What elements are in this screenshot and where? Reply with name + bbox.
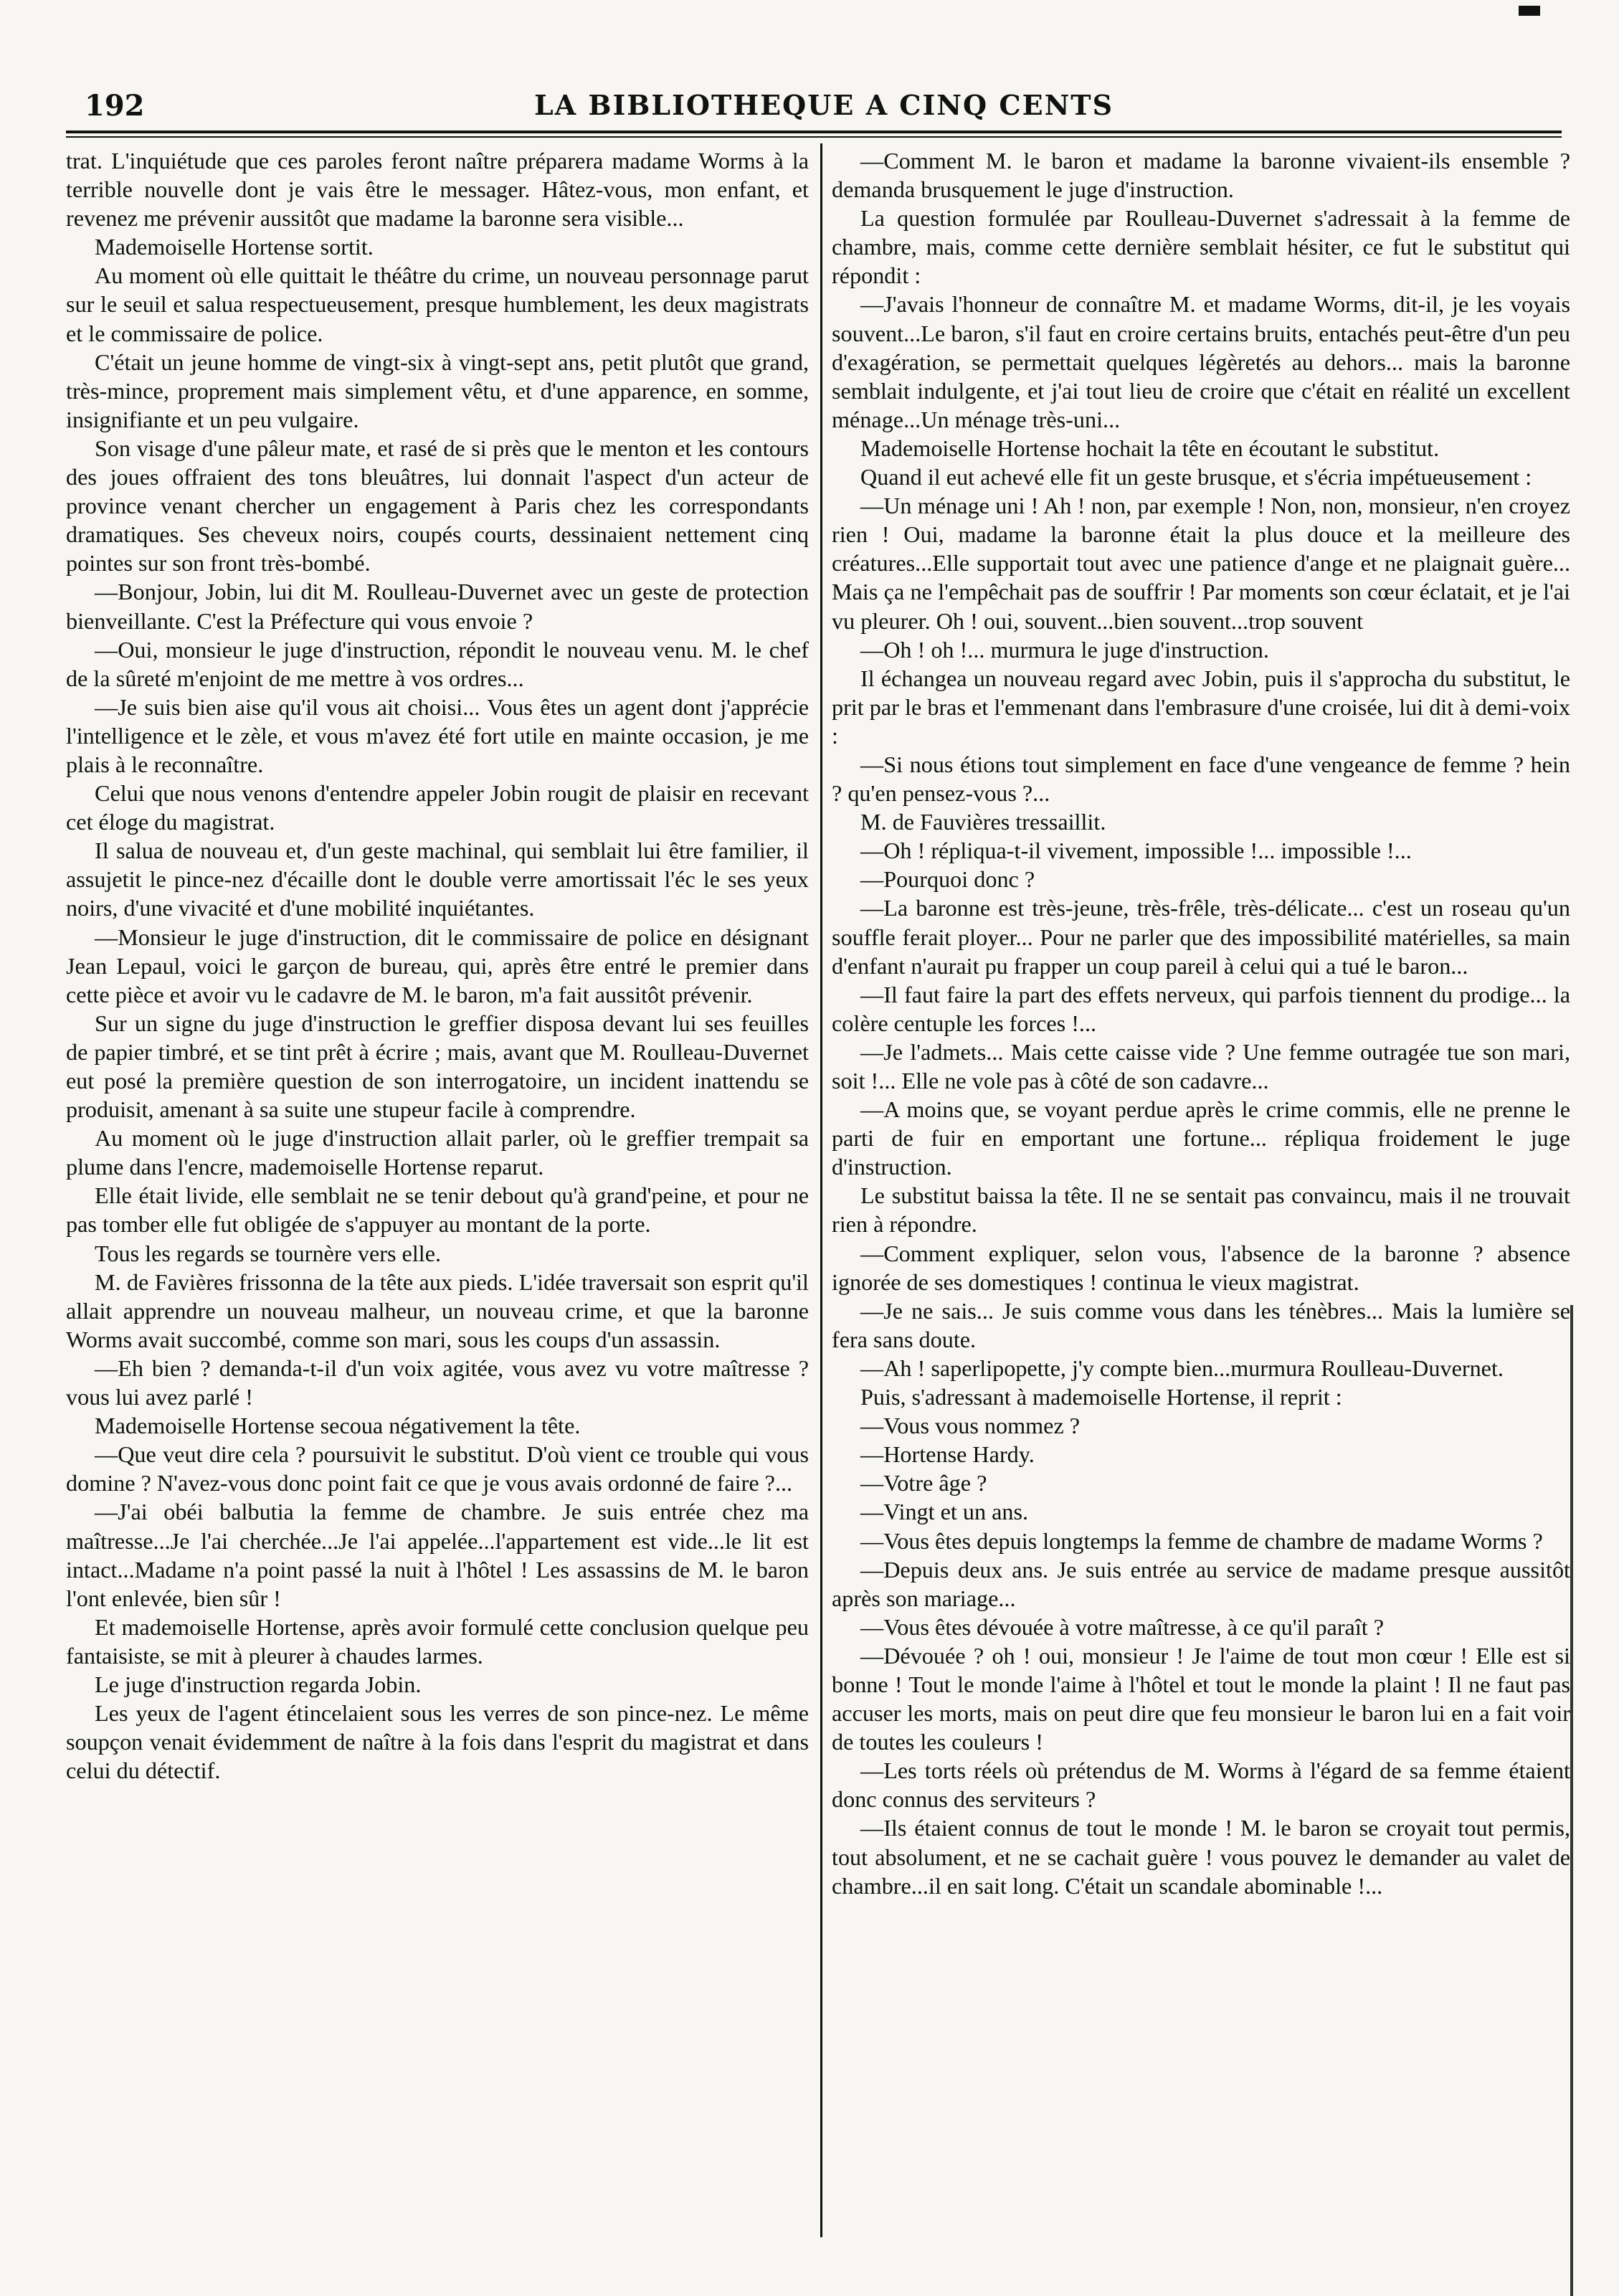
paragraph: M. de Favières frissonna de la tête aux pieds. L'idée traversait son esprit qu'il allait apprendre un nouveau malheur, un nouveau crime, et que la baronne Worms avait succombé, comme son mari, sous les coups d'un assassin.: [66, 1268, 809, 1352]
paragraph: Puis, s'adressant à mademoiselle Hortense, il reprit :: [860, 1384, 1342, 1410]
paragraph: Et mademoiselle Hortense, après avoir formulé cette conclusion quelque peu fantaisiste, se mit à pleurer à chaudes larmes.: [66, 1613, 809, 1669]
paragraph: Le substitut baissa la tête. Il ne se sentait pas convaincu, mais il ne trouvait rien à répondre.: [832, 1182, 1570, 1238]
paragraph: —Je suis bien aise qu'il vous ait choisi... Vous êtes un agent dont j'apprécie l'intelligence et le zèle, et vous m'avez été fort utile en mainte occasion, je me plais à le reconnaître.: [66, 693, 809, 777]
paragraph: —Dévouée ? oh ! oui, monsieur ! Je l'aime de tout mon cœur ! Elle est si bonne ! Tout le monde l'aime à l'hôtel et tout le monde la plaint ! Il ne faut pas accuser les morts, mais on peut dire que feu monsieur le baron lui en a fait voir de toutes les couleurs !: [832, 1642, 1570, 1755]
paragraph: —Ah ! saperlipopette, j'y compte bien...murmura Roulleau-Duvernet.: [860, 1355, 1504, 1381]
paragraph: —Un ménage uni ! Ah ! non, par exemple ! Non, non, monsieur, n'en croyez rien ! Oui, madame la baronne était la plus douce et la meilleure des créatures...Elle supportait tout avec une patience d'ange et ne plaignait guère... Mais ça ne l'empêchait pas de souffrir ! Par moments son cœur éclatait, et je l'ai vu pleurer. Oh ! oui, souvent...bien souvent...trop souvent: [832, 493, 1570, 634]
page-header: [85, 85, 1563, 128]
paragraph: —Oui, monsieur le juge d'instruction, répondit le nouveau venu. M. le chef de la sûreté m'enjoint de me mettre à vos ordres...: [66, 636, 809, 691]
paragraph: Il échangea un nouveau regard avec Jobin, puis il s'approcha du substitut, le prit par le bras et l'emmenant dans l'embrasure d'une croisée, lui dit à demi-voix :: [832, 665, 1570, 749]
page-edge-line: [1570, 1305, 1573, 2296]
paragraph: —Que veut dire cela ? poursuivit le substitut. D'où vient ce trouble qui vous domine ? N'avez-vous donc point fait ce que je vous avais ordonné de faire ?...: [66, 1441, 809, 1496]
page-number: 192: [85, 89, 145, 123]
paragraph: —Vingt et un ans.: [860, 1499, 1029, 1525]
paragraph: Mademoiselle Hortense hochait la tête en écoutant le substitut.: [860, 435, 1440, 461]
paragraph: —Pourquoi donc ?: [860, 866, 1035, 893]
paragraph: trat. L'inquiétude que ces paroles feront naître préparera madame Worms à la terrible nouvelle dont je vais être le messager. Hâtez-vous, mon enfant, et revenez me prévenir aussitôt que madame la baronne sera visible...: [66, 148, 809, 232]
paragraph: Celui que nous venons d'entendre appeler Jobin rougit de plaisir en recevant cet éloge du magistrat.: [66, 780, 809, 835]
paragraph: —Je l'admets... Mais cette caisse vide ? Une femme outragée tue son mari, soit !... Elle ne vole pas à côté de son cadavre...: [832, 1038, 1570, 1094]
paragraph: La question formulée par Roulleau-Duvernet s'adressait à la femme de chambre, mais, comme cette dernière semblait hésiter, ce fut le substitut qui répondit :: [832, 205, 1570, 289]
left-column: [66, 146, 809, 2211]
paragraph: Mademoiselle Hortense secoua négativement la tête.: [95, 1413, 581, 1439]
column-divider: [820, 143, 822, 2237]
paragraph: Le juge d'instruction regarda Jobin.: [95, 1671, 422, 1697]
paragraph: Au moment où elle quittait le théâtre du crime, un nouveau personnage parut sur le seuil et salua respectueusement, presque humblement, les deux magistrats et le commissaire de police.: [66, 262, 809, 346]
paragraph: —Oh ! répliqua-t-il vivement, impossible !... impossible !...: [860, 838, 1412, 864]
paragraph: Tous les regards se tournère vers elle.: [95, 1240, 442, 1266]
paragraph: Il salua de nouveau et, d'un geste machinal, qui semblait lui être familier, il assujetit le pince-nez d'écaille dont le double verre amortissait l'éc le ses yeux noirs, d'une vivacité et d'une mobilité inquiétantes.: [66, 838, 809, 921]
header-rule: [66, 131, 1562, 133]
header-rule-thin: [66, 136, 1562, 138]
paragraph: —Vous vous nommez ?: [860, 1413, 1081, 1439]
paragraph: —Si nous étions tout simplement en face d'une vengeance de femme ? hein ? qu'en pensez-vous ?...: [832, 751, 1570, 807]
paragraph: Son visage d'une pâleur mate, et rasé de si près que le menton et les contours des joues offraient des tons bleuâtres, lui donnait l'aspect d'un acteur de province venant chercher un engagement à Paris chez les correspondants dramatiques. Ses cheveux noirs, coupés courts, dessinaient nettement cinq pointes sur son front très-bombé.: [66, 435, 809, 577]
paragraph: —J'avais l'honneur de connaître M. et madame Worms, dit-il, je les voyais souvent...Le baron, s'il faut en croire certains bruits, entachés peut-être d'un peu d'exagération, se permettait quelques légèretés au dehors... mais la baronne semblait indulgente, et j'ai tout lieu de croire que c'était en réalité un excellent ménage...Un ménage très-uni...: [832, 291, 1570, 432]
paragraph: —Je ne sais... Je suis comme vous dans les ténèbres... Mais la lumière se fera sans doute.: [832, 1297, 1570, 1352]
right-column: [832, 146, 1570, 2211]
paragraph: Mademoiselle Hortense sortit.: [95, 234, 374, 260]
paragraph: —Eh bien ? demanda-t-il d'un voix agitée, vous avez vu votre maîtresse ? vous lui avez parlé !: [66, 1355, 809, 1410]
paragraph: —Il faut faire la part des effets nerveux, qui parfois tiennent du prodige... la colère centuple les forces !...: [832, 981, 1570, 1036]
paragraph: Au moment où le juge d'instruction allait parler, où le greffier trempait sa plume dans l'encre, mademoiselle Hortense reparut.: [66, 1125, 809, 1180]
paragraph: Les yeux de l'agent étincelaient sous les verres de son pince-nez. Le même soupçon venait évidemment de naître à la fois dans l'esprit du magistrat et dans celui du détectif.: [66, 1700, 809, 1784]
paragraph: M. de Fauvières tressaillit.: [860, 809, 1106, 835]
top-edge-mark: [1519, 6, 1540, 16]
paragraph: —Bonjour, Jobin, lui dit M. Roulleau-Duvernet avec un geste de protection bienveillante. C'est la Préfecture qui vous envoie ?: [66, 579, 809, 634]
paragraph: —La baronne est très-jeune, très-frêle, très-délicate... c'est un roseau qu'un souffle ferait ployer... Pour ne parler que des impossibilité matérielles, sa main d'enfant n'aurait pu frapper un coup pareil à celui qui a tué le baron...: [832, 895, 1570, 979]
paragraph: —J'ai obéi balbutia la femme de chambre. Je suis entrée chez ma maîtresse...Je l'ai cherchée...Je l'ai appelée...l'appartement est vide...le lit est intact...Madame n'a point passé la nuit à l'hôtel ! Les assassins de M. le baron l'ont enlevée, bien sûr !: [66, 1499, 809, 1611]
paragraph: —Les torts réels où prétendus de M. Worms à l'égard de sa femme étaient donc connus des serviteurs ?: [832, 1757, 1570, 1813]
paragraph: —Hortense Hardy.: [860, 1441, 1035, 1468]
paragraph: —Vous êtes depuis longtemps la femme de chambre de madame Worms ?: [860, 1527, 1543, 1554]
paragraph: —Ils étaient connus de tout le monde ! M. le baron se croyait tout permis, tout absolument, et ne se cachait guère ! vous pouvez le demander au valet de chambre...il en sait long. C'était un scandale abominable !...: [832, 1815, 1570, 1899]
paragraph: Elle était livide, elle semblait ne se tenir debout qu'à grand'peine, et pour ne pas tomber elle fut obligée de s'appuyer au montant de la porte.: [66, 1182, 809, 1238]
paragraph: —Vous êtes dévouée à votre maîtresse, à ce qu'il paraît ?: [860, 1613, 1385, 1640]
running-title: LA BIBLIOTHEQUE A CINQ CENTS: [533, 89, 1114, 121]
paragraph: —Monsieur le juge d'instruction, dit le commissaire de police en désignant Jean Lepaul, voici le garçon de bureau, qui, après être entré le premier dans cette pièce et avoir vu le cadavre de M. le baron, m'a fait aussitôt prévenir.: [66, 924, 809, 1007]
paragraph: —A moins que, se voyant perdue après le crime commis, elle ne prenne le parti de fuir en emportant une fortune... répliqua froidement le juge d'instruction.: [832, 1096, 1570, 1180]
paragraph: —Depuis deux ans. Je suis entrée au service de madame presque aussitôt après son mariage...: [832, 1556, 1570, 1611]
paragraph: —Comment expliquer, selon vous, l'absence de la baronne ? absence ignorée de ses domestiques ! continua le vieux magistrat.: [832, 1240, 1570, 1295]
paragraph: —Oh ! oh !... murmura le juge d'instruction.: [860, 636, 1269, 663]
paragraph: —Votre âge ?: [860, 1470, 987, 1496]
paragraph: —Comment M. le baron et madame la baronne vivaient-ils ensemble ? demanda brusquement le juge d'instruction.: [832, 148, 1570, 203]
paragraph: Quand il eut achevé elle fit un geste brusque, et s'écria impétueusement :: [860, 464, 1532, 490]
paragraph: Sur un signe du juge d'instruction le greffier disposa devant lui ses feuilles de papier timbré, et se tint prêt à écrire ; mais, avant que M. Roulleau-Duvernet eut posé la première question de son interrogatoire, un incident inattendu se produisit, amenant à sa suite une stupeur facile à comprendre.: [66, 1010, 809, 1123]
paragraph: C'était un jeune homme de vingt-six à vingt-sept ans, petit plutôt que grand, très-mince, proprement mais simplement vêtu, et d'une apparence, en somme, insignifiante et un peu vulgaire.: [66, 348, 809, 432]
